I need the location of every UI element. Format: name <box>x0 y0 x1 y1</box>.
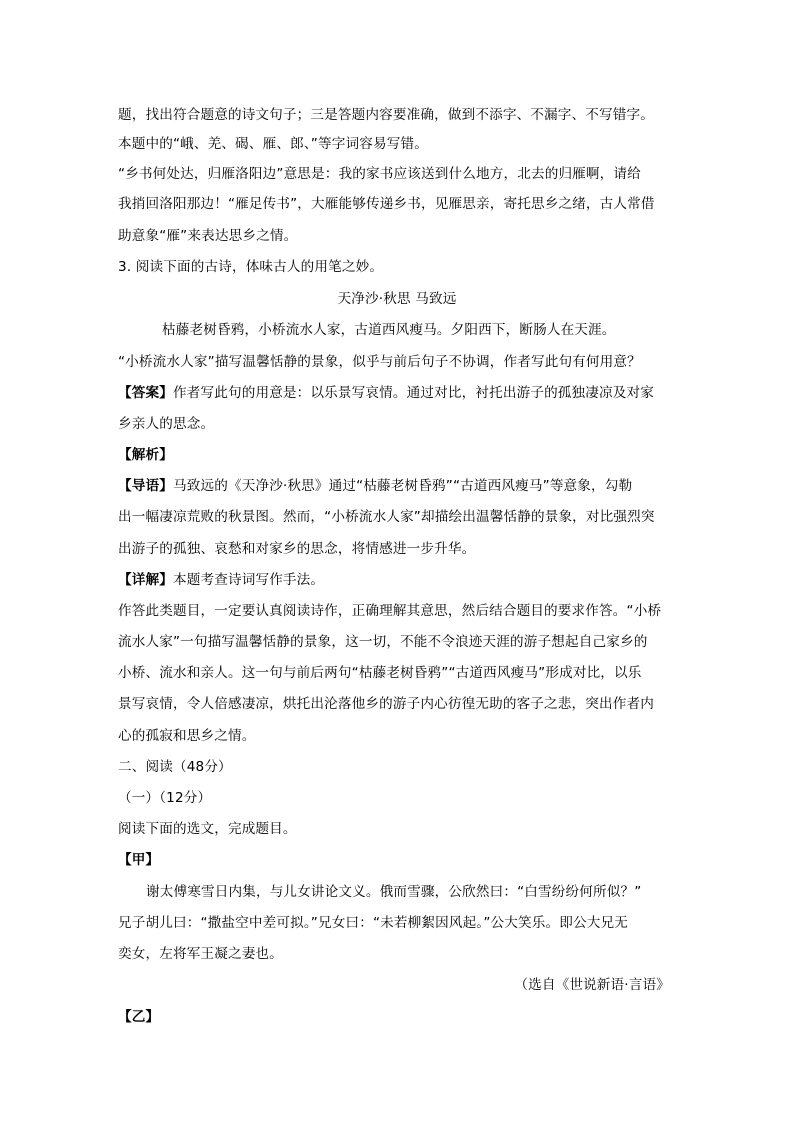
text-line: 作答此类题目，一定要认真阅读诗作，正确理解其意思，然后结合题目的要求作答。“小桥 <box>118 603 662 619</box>
text-line: “乡书何处达，归雁洛阳边”意思是：我的家书应该送到什么地方，北去的归雁啊，请给 <box>118 166 641 182</box>
passage-text: 奕女，左将军王凝之妻也。 <box>118 946 283 962</box>
passage-source: （选自《世说新语·言语》 <box>514 977 670 993</box>
detail-label: 【详解】 <box>118 572 173 588</box>
text-line: 出游子的孤独、哀愁和对家乡的思念，将情感进一步升华。 <box>118 541 476 557</box>
text-line: 出一幅凄凉荒败的秋景图。然而，“小桥流水人家”却描绘出温馨恬静的景象，对比强烈突 <box>118 509 655 525</box>
text-line: 景写哀情，令人倍感凄凉，烘托出沦落他乡的游子内心彷徨无助的客子之悲，突出作者内 <box>118 696 655 712</box>
text-line: 心的孤寂和思乡之情。 <box>118 728 256 744</box>
text-line: 本题中的“峨、羌、碣、雁、郎、”等字词容易写错。 <box>118 136 428 152</box>
text-line: 我捎回洛阳那边！“雁足传书”，大雁能够传递乡书，见雁思亲，寄托思乡之绪，古人常借 <box>118 196 655 212</box>
answer-label: 【答案】 <box>118 385 173 401</box>
text-line: 小桥、流水和亲人。这一句与前后两句“枯藤老树昏鸦”“古道西风瘦马”形成对比，以乐 <box>118 665 642 681</box>
guide-text: 马致远的《天净沙·秋思》通过“枯藤老树昏鸦”“古道西风瘦马”等意象，勾勒 <box>172 478 633 494</box>
guide-line <box>118 477 632 495</box>
analysis-label: 【解析】 <box>118 447 173 463</box>
answer-text: 作者写此句的用意是：以乐景写哀情。通过对比，衬托出游子的孤独凄凉及对家 <box>172 385 655 401</box>
poem-title: 天净沙·秋思 马致远 <box>337 291 457 307</box>
answer-line <box>118 384 654 402</box>
passage-text: 谢太傅寒雪日内集，与儿女讲论文义。俄而雪骤，公欣然曰：“白雪纷纷何所似？” <box>146 884 642 900</box>
passage-a-label: 【甲】 <box>118 852 160 868</box>
guide-label: 【导语】 <box>118 478 173 494</box>
question-heading: 3. 阅读下面的古诗，体味古人的用笔之妙。 <box>118 259 384 275</box>
text-line: 助意象“雁”来表达思乡之情。 <box>118 228 298 244</box>
text-line: 乡亲人的思念。 <box>118 416 215 432</box>
passage-b-label: 【乙】 <box>118 1009 160 1025</box>
passage-text: 兄子胡儿曰：“撒盐空中差可拟。”兄女曰：“未若柳絮因风起。”公大笑乐。即公大兄无 <box>118 915 628 931</box>
text-line: 阅读下面的选文，完成题目。 <box>118 821 297 837</box>
section-heading: 二、阅读（48分） <box>118 759 232 775</box>
poem-text: 枯藤老树昏鸦，小桥流水人家，古道西风瘦马。夕阳西下，断肠人在天涯。 <box>162 322 616 338</box>
text-line: 题，找出符合题意的诗文句子；三是答题内容要准确，做到不添字、不漏字、不写错字。 <box>118 107 655 123</box>
detail-line <box>118 571 324 589</box>
detail-text: 本题考查诗词写作手法。 <box>172 572 325 588</box>
question-text: “小桥流水人家”描写温馨恬静的景象，似乎与前后句子不协调，作者写此句有何用意？ <box>118 354 641 370</box>
subsection-heading: （一）（12分） <box>118 790 212 806</box>
text-line: 流水人家”一句描写温馨恬静的景象，这一切，不能不令浪迹天涯的游子想起自己家乡的 <box>118 634 648 650</box>
